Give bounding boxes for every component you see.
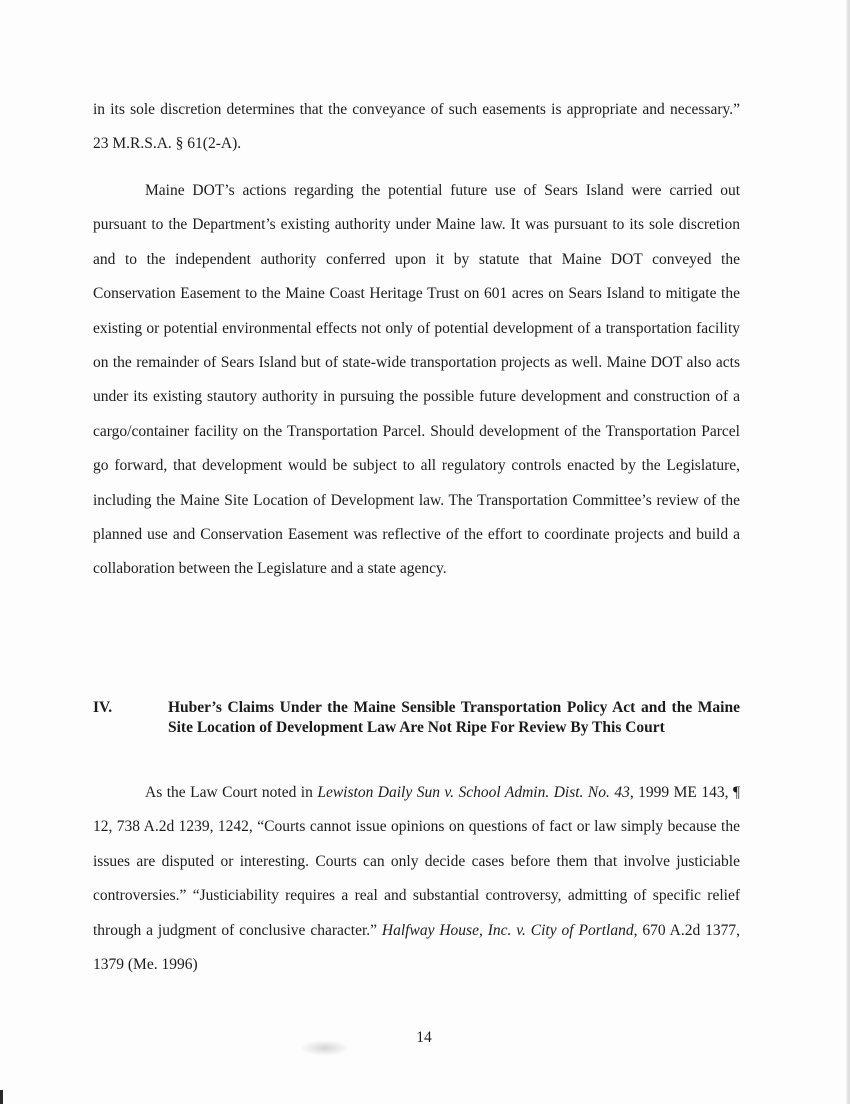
paragraph-text: , 1999 ME 143, ¶ 12, 738 A.2d 1239, 1242, “Courts cannot issue opinions on questions of fact or law simply because the issues are disputed or interesting. Courts can only decide cases before them that involve justiciable controversies.” “Justiciability requires a real and substantial controversy, admitting of specific relief through a judgment of conclusive character.” [93, 784, 740, 939]
section-heading [93, 698, 740, 738]
paragraph-text: , 670 A.2d 1377, 1379 (Me. 1996) [93, 921, 741, 974]
scan-mark [0, 1090, 3, 1104]
section-title: Huber’s Claims Under the Maine Sensible Transportation Policy Act and the Maine Site Location of Development Law Are Not Ripe For Review By This Court [168, 699, 740, 736]
section-number: IV. [93, 699, 113, 716]
paragraph-text: As the Law Court noted in [145, 784, 318, 801]
page-number: 14 [416, 1029, 432, 1046]
paragraph-continuation: in its sole discretion determines that the conveyance of such easements is appropriate and necessary.” 23 M.R.S.A. § 61(2-A). [93, 101, 740, 153]
scan-edge [846, 0, 850, 1104]
case-citation-lewiston: Lewiston Daily Sun v. School Admin. Dist. No. 43 [317, 784, 630, 801]
paragraph-law-court [93, 776, 740, 982]
paragraph-maine-dot-actions: Maine DOT’s actions regarding the potential future use of Sears Island were carried out pursuant to the Department’s existing authority under Maine law. It was pursuant to its sole discretion and to the independent authority conferred upon it by statute that Maine DOT conveyed the Conservation Easement to the Maine Coast Heritage Trust on 601 acres on Sears Island to mitigate the existing or potential environmental effects not only of potential development of a transportation facility on the remainder of Sears Island but of state-wide transportation projects as well. Maine DOT also acts under its existing stautory authority in pursuing the possible future development and construction of a cargo/container facility on the Transportation Parcel. Should development of the Transportation Parcel go forward, that development would be subject to all regulatory controls enacted by the Legislature, including the Maine Site Location of Development law. The Transportation Committee’s review of the planned use and Conservation Easement was reflective of the effort to coordinate projects and build a collaboration between the Legislature and a state agency. [93, 182, 740, 578]
case-citation-halfway-house: Halfway House, Inc. v. City of Portland [381, 921, 634, 939]
